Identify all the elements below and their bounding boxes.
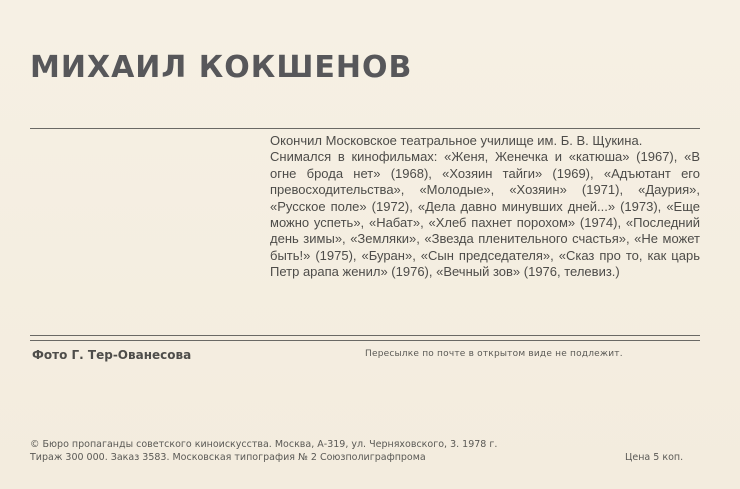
publisher-imprint: © Бюро пропаганды советского киноискусства. Москва, А-319, ул. Черняховского, 3. 1978 г.: [30, 439, 498, 450]
bio-education: Окончил Московское театральное училище им. Б. В. Щукина.: [270, 133, 643, 148]
photo-credit: Фото Г. Тер-Ованесова: [32, 348, 192, 362]
actor-name: МИХАИЛ КОКШЕНОВ: [30, 50, 413, 85]
bio-filmography: Снимался в кинофильмах: «Женя, Женечка и «катюша» (1967), «В огне брода нет» (1968), «Хозяин тайги» (1969), «Адъютант его превосходительства», «Молодые», «Хозяин» (1971), «Даурия», «Русское поле» (1972), «Дела давно минувших дней...» (1973), «Еще можно успеть», «Набат», «Хлеб пахнет порохом» (1974), «Последний день зимы», «Земляки», «Звезда пленительного счастья», «Не может быть!» (1975), «Буран», «Сын председателя», «Сказ про то, как царь Петр арапа женил» (1976), «Вечный зов» (1976, телевиз.): [270, 149, 700, 280]
bottom-divider-lower: [30, 340, 700, 341]
bottom-divider-upper: [30, 335, 700, 336]
price-label: Цена 5 коп.: [625, 452, 684, 463]
print-run-info: Тираж 300 000. Заказ 3583. Московская типография № 2 Союзполиграфпрома: [30, 452, 426, 463]
mail-notice: Пересылке по почте в открытом виде не подлежит.: [365, 349, 623, 359]
top-divider: [30, 128, 700, 129]
biography: [270, 133, 700, 281]
